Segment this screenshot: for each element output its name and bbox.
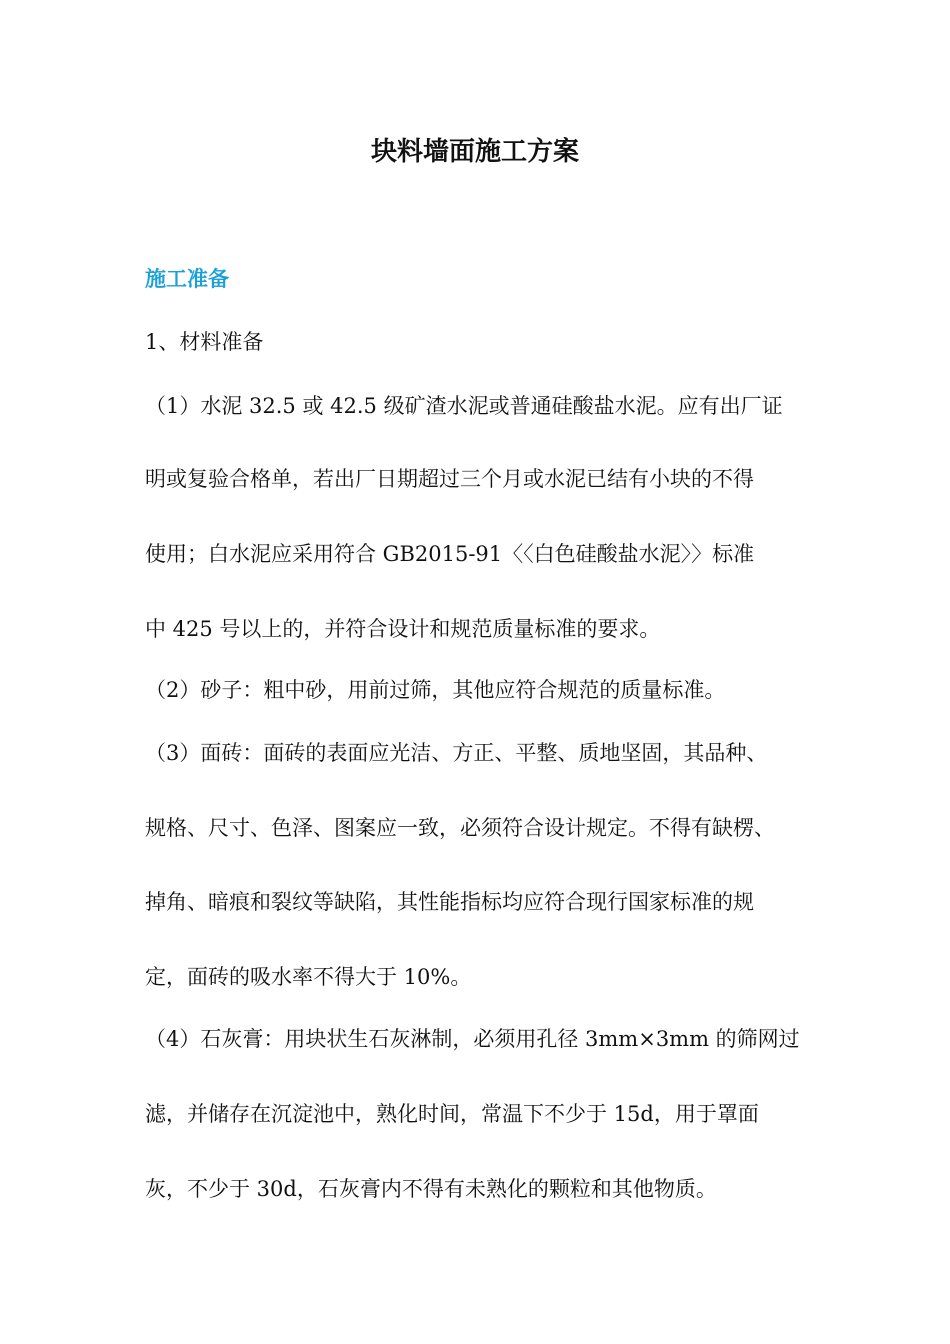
- subheading-material-prep: 1、材料准备: [145, 330, 264, 354]
- paragraph-line: 灰，不少于 30d，石灰膏内不得有未熟化的颗粒和其他物质。: [145, 1177, 717, 1201]
- paragraph-line: （1）水泥 32.5 或 42.5 级矿渣水泥或普通硅酸盐水泥。应有出厂证: [145, 394, 783, 418]
- paragraph-line: 使用；白水泥应采用符合 GB2015-91〈〈白色硅酸盐水泥〉〉标准: [145, 542, 755, 566]
- paragraph-line: 滤，并储存在沉淀池中，熟化时间，常温下不少于 15d，用于罩面: [145, 1102, 759, 1126]
- paragraph-line: （4）石灰膏：用块状生石灰淋制，必须用孔径 3mm×3mm 的筛网过: [145, 1027, 800, 1051]
- paragraph-line: 规格、尺寸、色泽、图案应一致，必须符合设计规定。不得有缺楞、: [145, 816, 775, 840]
- paragraph-line: 中 425 号以上的，并符合设计和规范质量标准的要求。: [145, 617, 661, 641]
- paragraph-line: （2）砂子：粗中砂，用前过筛，其他应符合规范的质量标准。: [145, 678, 726, 702]
- document-title: 块料墙面施工方案: [370, 137, 579, 167]
- paragraph-line: 明或复验合格单，若出厂日期超过三个月或水泥已结有小块的不得: [145, 467, 754, 491]
- paragraph-line: 掉角、暗痕和裂纹等缺陷，其性能指标均应符合现行国家标准的规: [145, 890, 754, 914]
- section-heading: 施工准备: [145, 267, 229, 291]
- paragraph-line: （3）面砖：面砖的表面应光洁、方正、平整、质地坚固，其品种、: [145, 741, 768, 765]
- paragraph-line: 定，面砖的吸水率不得大于 10%。: [145, 965, 472, 989]
